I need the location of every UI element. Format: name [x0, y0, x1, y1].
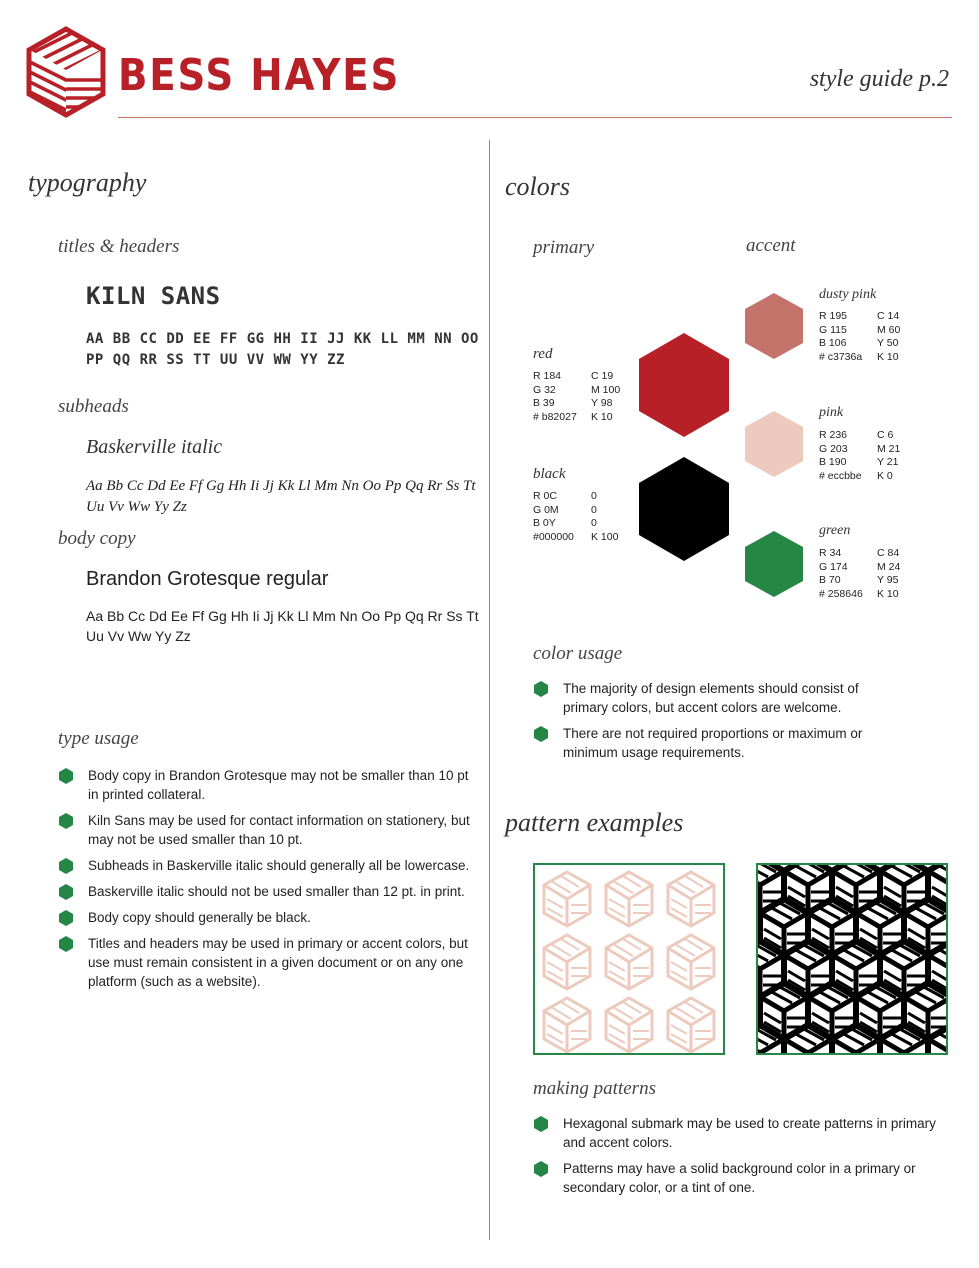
pattern-examples-title: pattern examples — [505, 808, 684, 837]
green-hex-bullet-icon — [58, 813, 74, 829]
dusty-pink-swatch-spec: R 195 C 14 G 115 M 60 B 106 Y 50 # c3736a K 10 — [819, 310, 901, 363]
black-swatch-name: black — [533, 466, 566, 482]
color-usage-label: color usage — [533, 643, 623, 664]
page-label: style guide p.2 — [809, 66, 949, 92]
list-item: Body copy in Brandon Grotesque may not be smaller than 10 pt in printed collateral. — [58, 766, 478, 804]
brandon-font-name: Brandon Grotesque regular — [86, 568, 329, 590]
brandon-alphabet: Aa Bb Cc Dd Ee Ff Gg Hh Ii Jj Kk Ll Mm Nn Oo Pp Qq Rr Ss Tt Uu Vv Ww Yy Zz — [86, 608, 479, 644]
column-divider — [489, 140, 490, 1240]
green-swatch-spec: R 34 C 84 G 174 M 24 B 70 Y 95 # 258646 K 10 — [819, 547, 901, 600]
type-usage-list — [58, 766, 478, 998]
red-swatch-spec: R 184 C 19 G 32 M 100 B 39 Y 98 # b82027 K 10 — [533, 370, 621, 423]
list-item: Subheads in Baskerville italic should generally all be lowercase. — [58, 856, 478, 875]
colors-title: colors — [505, 172, 570, 201]
green-hex-bullet-icon — [58, 936, 74, 952]
titles-headers-label: titles & headers — [58, 236, 180, 257]
dusty-pink-swatch-hex-shape — [745, 293, 803, 359]
dusty-pink-swatch-name: dusty pink — [819, 287, 877, 302]
list-item: Kiln Sans may be used for contact information on stationery, but may not be used smaller than 10 pt. — [58, 811, 478, 849]
kiln-sans-font-name: KILN SANS — [86, 282, 221, 310]
accent-label: accent — [746, 235, 796, 256]
pink-pattern-example — [533, 863, 725, 1055]
baskerville-alphabet: Aa Bb Cc Dd Ee Ff Gg Hh Ii Jj Kk Ll Mm Nn Oo Pp Qq Rr Ss Tt Uu Vv Ww Yy Zz — [86, 478, 476, 515]
pink-swatch-name: pink — [819, 405, 844, 420]
green-hex-bullet-icon — [58, 884, 74, 900]
pink-swatch-spec: R 236 C 6 G 203 M 21 B 190 Y 21 # eccbbe K 0 — [819, 429, 901, 482]
primary-label: primary — [533, 237, 595, 258]
list-item: Patterns may have a solid background color in a primary or secondary color, or a tint of one. — [533, 1159, 953, 1197]
red-swatch-hex — [638, 332, 730, 438]
green-hex-bullet-icon — [533, 1116, 549, 1132]
green-hex-bullet-icon — [58, 768, 74, 784]
green-hex-bullet-icon — [533, 1161, 549, 1177]
list-item: There are not required proportions or maximum or minimum usage requirements. — [533, 724, 893, 762]
green-swatch-name: green — [819, 523, 851, 538]
green-swatch-hex — [744, 530, 804, 598]
list-item: Baskerville italic should not be used smaller than 12 pt. in print. — [58, 882, 478, 901]
baskerville-font-name: Baskerville italic — [86, 436, 223, 458]
type-usage-label: type usage — [58, 728, 139, 749]
pink-swatch-hex-shape — [745, 411, 803, 477]
body-copy-label: body copy — [58, 528, 136, 549]
brand-name: BESS HAYES — [118, 50, 401, 101]
list-item: The majority of design elements should consist of primary colors, but accent colors are welcome. — [533, 679, 893, 717]
black-swatch-hex — [638, 456, 730, 562]
subheads-label: subheads — [58, 396, 129, 417]
black-swatch-spec: R 0C 0 G 0M 0 B 0Y 0 #000000 K 100 — [533, 490, 619, 543]
green-hex-bullet-icon — [58, 858, 74, 874]
header-rule — [118, 117, 952, 118]
black-pattern-example — [756, 863, 948, 1055]
brand-logo-hex-icon — [26, 26, 106, 118]
red-swatch-name: red — [533, 346, 553, 362]
green-hex-bullet-icon — [533, 726, 549, 742]
kiln-sans-alphabet: AA BB CC DD EE FF GG HH II JJ KK LL MM NN OO PP QQ RR SS TT UU VV WW YY ZZ — [86, 331, 479, 368]
typography-title: typography — [28, 168, 147, 197]
list-item: Hexagonal submark may be used to create patterns in primary and accent colors. — [533, 1114, 953, 1152]
list-item: Body copy should generally be black. — [58, 908, 478, 927]
dusty-pink-swatch-hex — [744, 292, 804, 360]
red-swatch-hex-shape — [639, 333, 729, 437]
green-hex-bullet-icon — [533, 681, 549, 697]
list-item: Titles and headers may be used in primary or accent colors, but use must remain consistent in a given document or on any one platform (such as a website). — [58, 934, 478, 991]
color-usage-list — [533, 679, 893, 769]
black-swatch-hex-shape — [639, 457, 729, 561]
green-swatch-hex-shape — [745, 531, 803, 597]
making-patterns-label: making patterns — [533, 1078, 656, 1099]
pink-swatch-hex — [744, 410, 804, 478]
green-hex-bullet-icon — [58, 910, 74, 926]
making-patterns-list — [533, 1114, 953, 1204]
